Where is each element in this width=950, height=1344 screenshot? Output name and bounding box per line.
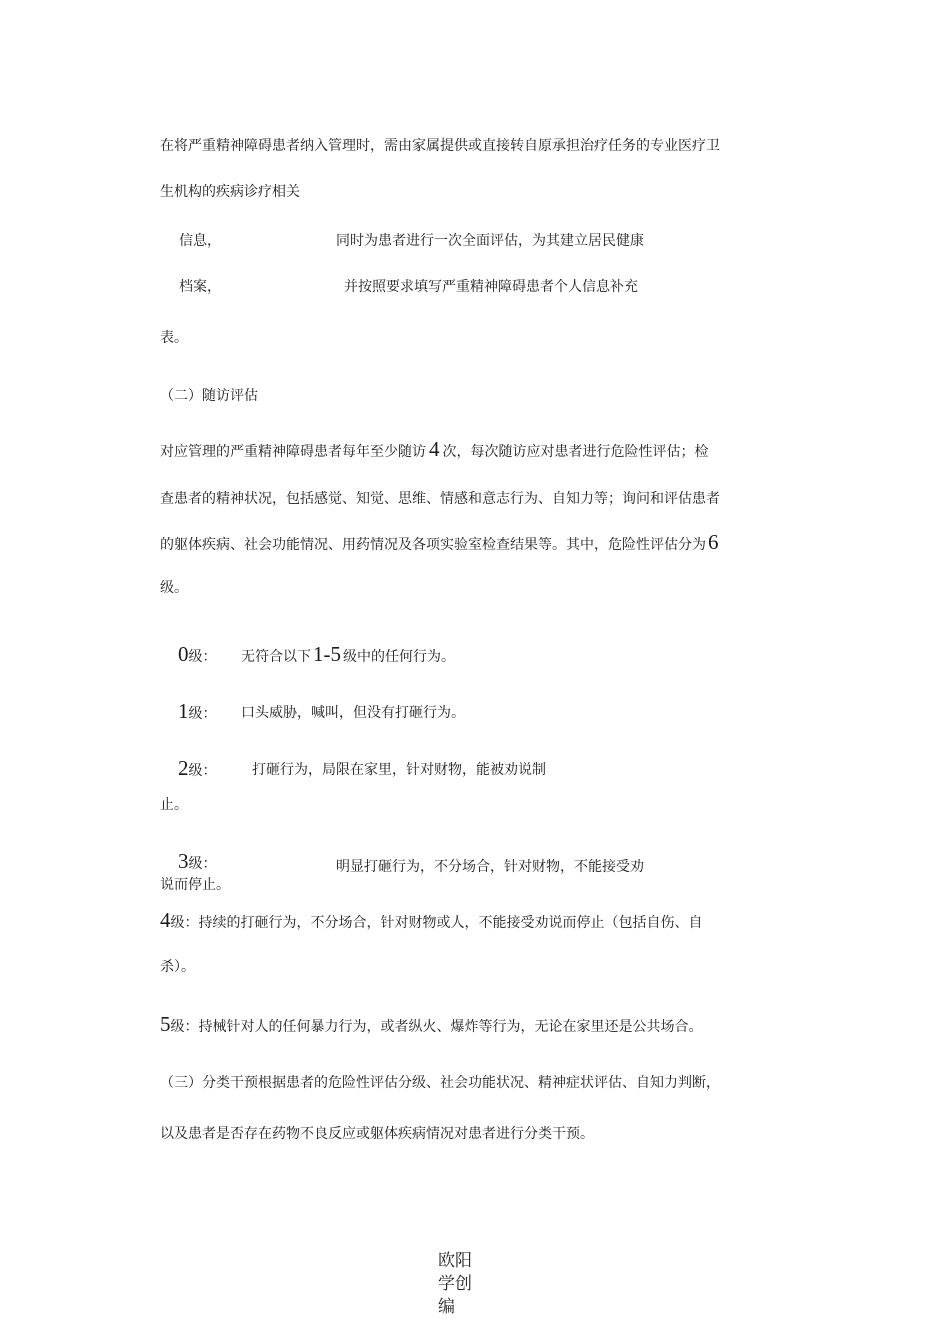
para1-line4a: 档案，: [179, 279, 221, 295]
section3-line1: （三）分类干预根据患者的危险性评估分级、社会功能状况、精神症状评估、自知力判断，: [160, 1075, 720, 1091]
para1-line5: 表。: [160, 330, 188, 346]
section3-line2: 以及患者是否存在药物不良反应或躯体疾病情况对患者进行分类干预。: [160, 1126, 594, 1142]
level3-label: 3级：: [178, 849, 217, 873]
level0-label: 0级：: [178, 642, 217, 666]
level1-text: 口头威胁，喊叫，但没有打砸行为。: [241, 705, 465, 721]
level4-text: 4级：持续的打砸行为，不分场合，针对财物或人，不能接受劝说而停止（包括自伤、自: [160, 908, 703, 932]
para1-line4b: 并按照要求填写严重精神障碍患者个人信息补充: [344, 279, 638, 295]
section2-line2: 查患者的精神状况，包括感觉、知觉、思维、情感和意志行为、自知力等；询问和评估患者: [160, 491, 720, 507]
footer-author: 欧阳学创编: [438, 1251, 472, 1317]
para1-line1: 在将严重精神障碍患者纳入管理时，需由家属提供或直接转自原承担治疗任务的专业医疗卫: [160, 138, 720, 154]
level2-continuation: 止。: [160, 797, 188, 813]
level5-text: 5级：持械针对人的任何暴力行为，或者纵火、爆炸等行为，无论在家里还是公共场合。: [160, 1012, 703, 1036]
section2-heading: （二）随访评估: [160, 388, 258, 404]
section2-line3: 的躯体疾病、社会功能情况、用药情况及各项实验室检查结果等。其中，危险性评估分为6: [160, 530, 719, 554]
section2-line1: 对应管理的严重精神障碍患者每年至少随访 4 次，每次随访应对患者进行危险性评估；检: [160, 437, 709, 461]
level3-text: 明显打砸行为，不分场合，针对财物，不能接受劝: [336, 859, 644, 875]
level0-text: 无符合以下1-5 级中的任何行为。: [241, 642, 455, 666]
para1-line3a: 信息，: [179, 233, 221, 249]
level2-text: 打砸行为，局限在家里，针对财物，能被劝说制: [252, 762, 546, 778]
level4-continuation: 杀）。: [160, 959, 195, 975]
para1-line3b: 同时为患者进行一次全面评估，为其建立居民健康: [336, 233, 644, 249]
level2-label: 2级：: [178, 756, 217, 780]
section2-line4: 级。: [160, 580, 188, 596]
level3-continuation: 说而停止。: [160, 877, 230, 893]
para1-line2: 生机构的疾病诊疗相关: [160, 184, 300, 200]
level1-label: 1级：: [178, 699, 217, 723]
